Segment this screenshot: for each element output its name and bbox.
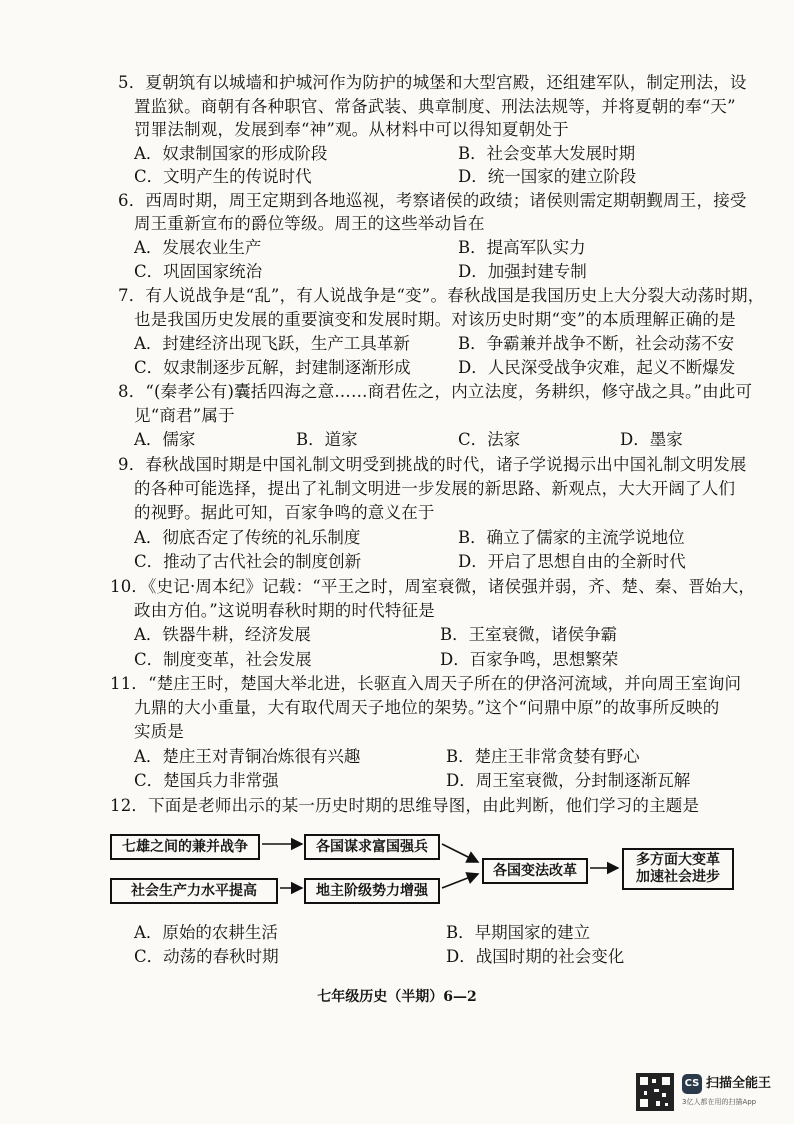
q7-line-1: 7．有人说战争是“乱”，有人说战争是“变”。春秋战国是我国历史上大分裂大动荡时期， (118, 286, 765, 305)
q12-option-b: B．早期国家的建立 (446, 923, 591, 942)
camscanner-name: 扫描全能王 (706, 1076, 772, 1091)
q6-line-1: 6．西周时期，周王定期到各地巡视，考察诸侯的政绩；诸侯则需定期朝觐周王，接受 (118, 191, 747, 210)
q9-option-a: A．彻底否定了传统的礼乐制度 (134, 528, 361, 547)
q8-option-c: C．法家 (458, 430, 521, 449)
q8-option-a: A．儒家 (134, 430, 196, 449)
q5-option-a: A．奴隶制国家的形成阶段 (134, 144, 328, 163)
q6-option-b: B．提高军队实力 (458, 238, 586, 257)
q5-line-1: 5．夏朝筑有以城墙和护城河作为防护的城堡和大型宫殿，还组建军队，制定刑法，设 (118, 73, 747, 92)
q6-option-c: C．巩固国家统治 (134, 262, 263, 281)
q6-line-2: 周王重新宣布的爵位等级。周王的这些举动旨在 (134, 214, 485, 233)
q9-line-2: 的各种可能选择，提出了礼制文明进一步发展的新思路、新观点，大大开阔了人们 (134, 479, 736, 498)
q8-option-d: D．墨家 (620, 430, 683, 449)
box-landlord-class: 地主阶级势力增强 (304, 878, 440, 904)
q11-line-3: 实质是 (134, 722, 185, 741)
q11-option-c: C．楚国兵力非常强 (134, 771, 279, 790)
q10-option-a: A．铁器牛耕，经济发展 (134, 625, 311, 644)
mind-map-diagram (110, 826, 750, 906)
q11-line-2: 九鼎的大小重量，大有取代周天子地位的架势。”这个“问鼎中原”的故事所反映的 (134, 698, 720, 717)
box-great-change (622, 848, 734, 890)
q11-option-a: A．楚庄王对青铜冶炼很有兴趣 (134, 747, 361, 766)
q5-option-c: C．文明产生的传说时代 (134, 167, 312, 186)
arrow-4-5 (442, 874, 478, 888)
camscanner-logo: CS (682, 1074, 702, 1094)
arrow-2-5 (442, 844, 478, 862)
box-great-change-line-1: 多方面大变革 (636, 852, 720, 868)
q8-line-1: 8．“(秦孝公有)囊括四海之意……商君佐之，内立法度，务耕织，修守战之具。”由此可 (118, 382, 753, 401)
q10-line-1: 10．《史记·周本纪》记载：“平王之时，周室衰微，诸侯强并弱，齐、楚、秦、晋始大， (110, 577, 756, 596)
q8-line-2: 见“商君”属于 (134, 406, 235, 425)
q5-option-b: B．社会变革大发展时期 (458, 144, 636, 163)
q5-line-2: 置监狱。商朝有各种职官、常备武装、典章制度、刑法法规等，并将夏朝的奉“天” (134, 97, 736, 116)
q12-option-a: A．原始的农耕生活 (134, 923, 278, 942)
q9-option-c: C．推动了古代社会的制度创新 (134, 552, 362, 571)
q12-option-d: D．战国时期的社会变化 (446, 947, 625, 966)
q8-option-b: B．道家 (296, 430, 358, 449)
q11-option-d: D．周王室衰微，分封制逐渐瓦解 (446, 771, 691, 790)
q7-option-c: C．奴隶制逐步瓦解，封建制逐渐形成 (134, 358, 411, 377)
q7-option-a: A．封建经济出现飞跃，生产工具革新 (134, 334, 410, 353)
q9-option-d: D．开启了思想自由的全新时代 (458, 552, 686, 571)
q10-line-2: 政由方伯。”这说明春秋时期的时代特征是 (134, 601, 435, 620)
q12-line-1: 12．下面是老师出示的某一历史时期的思维导图，由此判断，他们学习的主题是 (110, 796, 700, 815)
box-seven-states-war: 七雄之间的兼并战争 (110, 834, 260, 860)
box-reforms: 各国变法改革 (482, 858, 588, 884)
camscanner-tagline: 3亿人都在用的扫描App (682, 1098, 757, 1106)
q5-option-d: D．统一国家的建立阶段 (458, 167, 637, 186)
q11-line-1: 11．“楚庄王时，楚国大举北进，长驱直入周天子所在的伊洛河流域，并向周王室询问 (110, 674, 742, 693)
q7-option-b: B．争霸兼并战争不断，社会动荡不安 (458, 334, 735, 353)
q7-line-2: 也是我国历史发展的重要演变和发展时期。对该历史时期“变”的本质理解正确的是 (134, 310, 736, 329)
box-rich-strong-army: 各国谋求富国强兵 (304, 834, 440, 860)
q6-option-d: D．加强封建专制 (458, 262, 587, 281)
q9-line-3: 的视野。据此可知，百家争鸣的意义在于 (134, 503, 435, 522)
box-great-change-line-2: 加速社会进步 (636, 869, 720, 885)
box-productivity: 社会生产力水平提高 (110, 878, 278, 904)
q10-option-c: C．制度变革，社会发展 (134, 650, 312, 669)
q9-option-b: B．确立了儒家的主流学说地位 (458, 528, 685, 547)
q7-option-d: D．人民深受战争灾难，起义不断爆发 (458, 358, 736, 377)
q11-option-b: B．楚庄王非常贪婪有野心 (446, 747, 640, 766)
page-footer: 七年级历史（半期）6—2 (317, 989, 477, 1005)
qr-code-icon (636, 1073, 674, 1111)
q12-option-c: C．动荡的春秋时期 (134, 947, 279, 966)
q10-option-b: B．王室衰微，诸侯争霸 (440, 625, 618, 644)
q6-option-a: A．发展农业生产 (134, 238, 262, 257)
q10-option-d: D．百家争鸣，思想繁荣 (440, 650, 619, 669)
q5-line-3: 罚罪法制观，发展到奉“神”观。从材料中可以得知夏朝处于 (134, 120, 569, 139)
q9-line-1: 9．春秋战国时期是中国礼制文明受到挑战的时代，诸子学说揭示出中国礼制文明发展 (118, 455, 747, 474)
